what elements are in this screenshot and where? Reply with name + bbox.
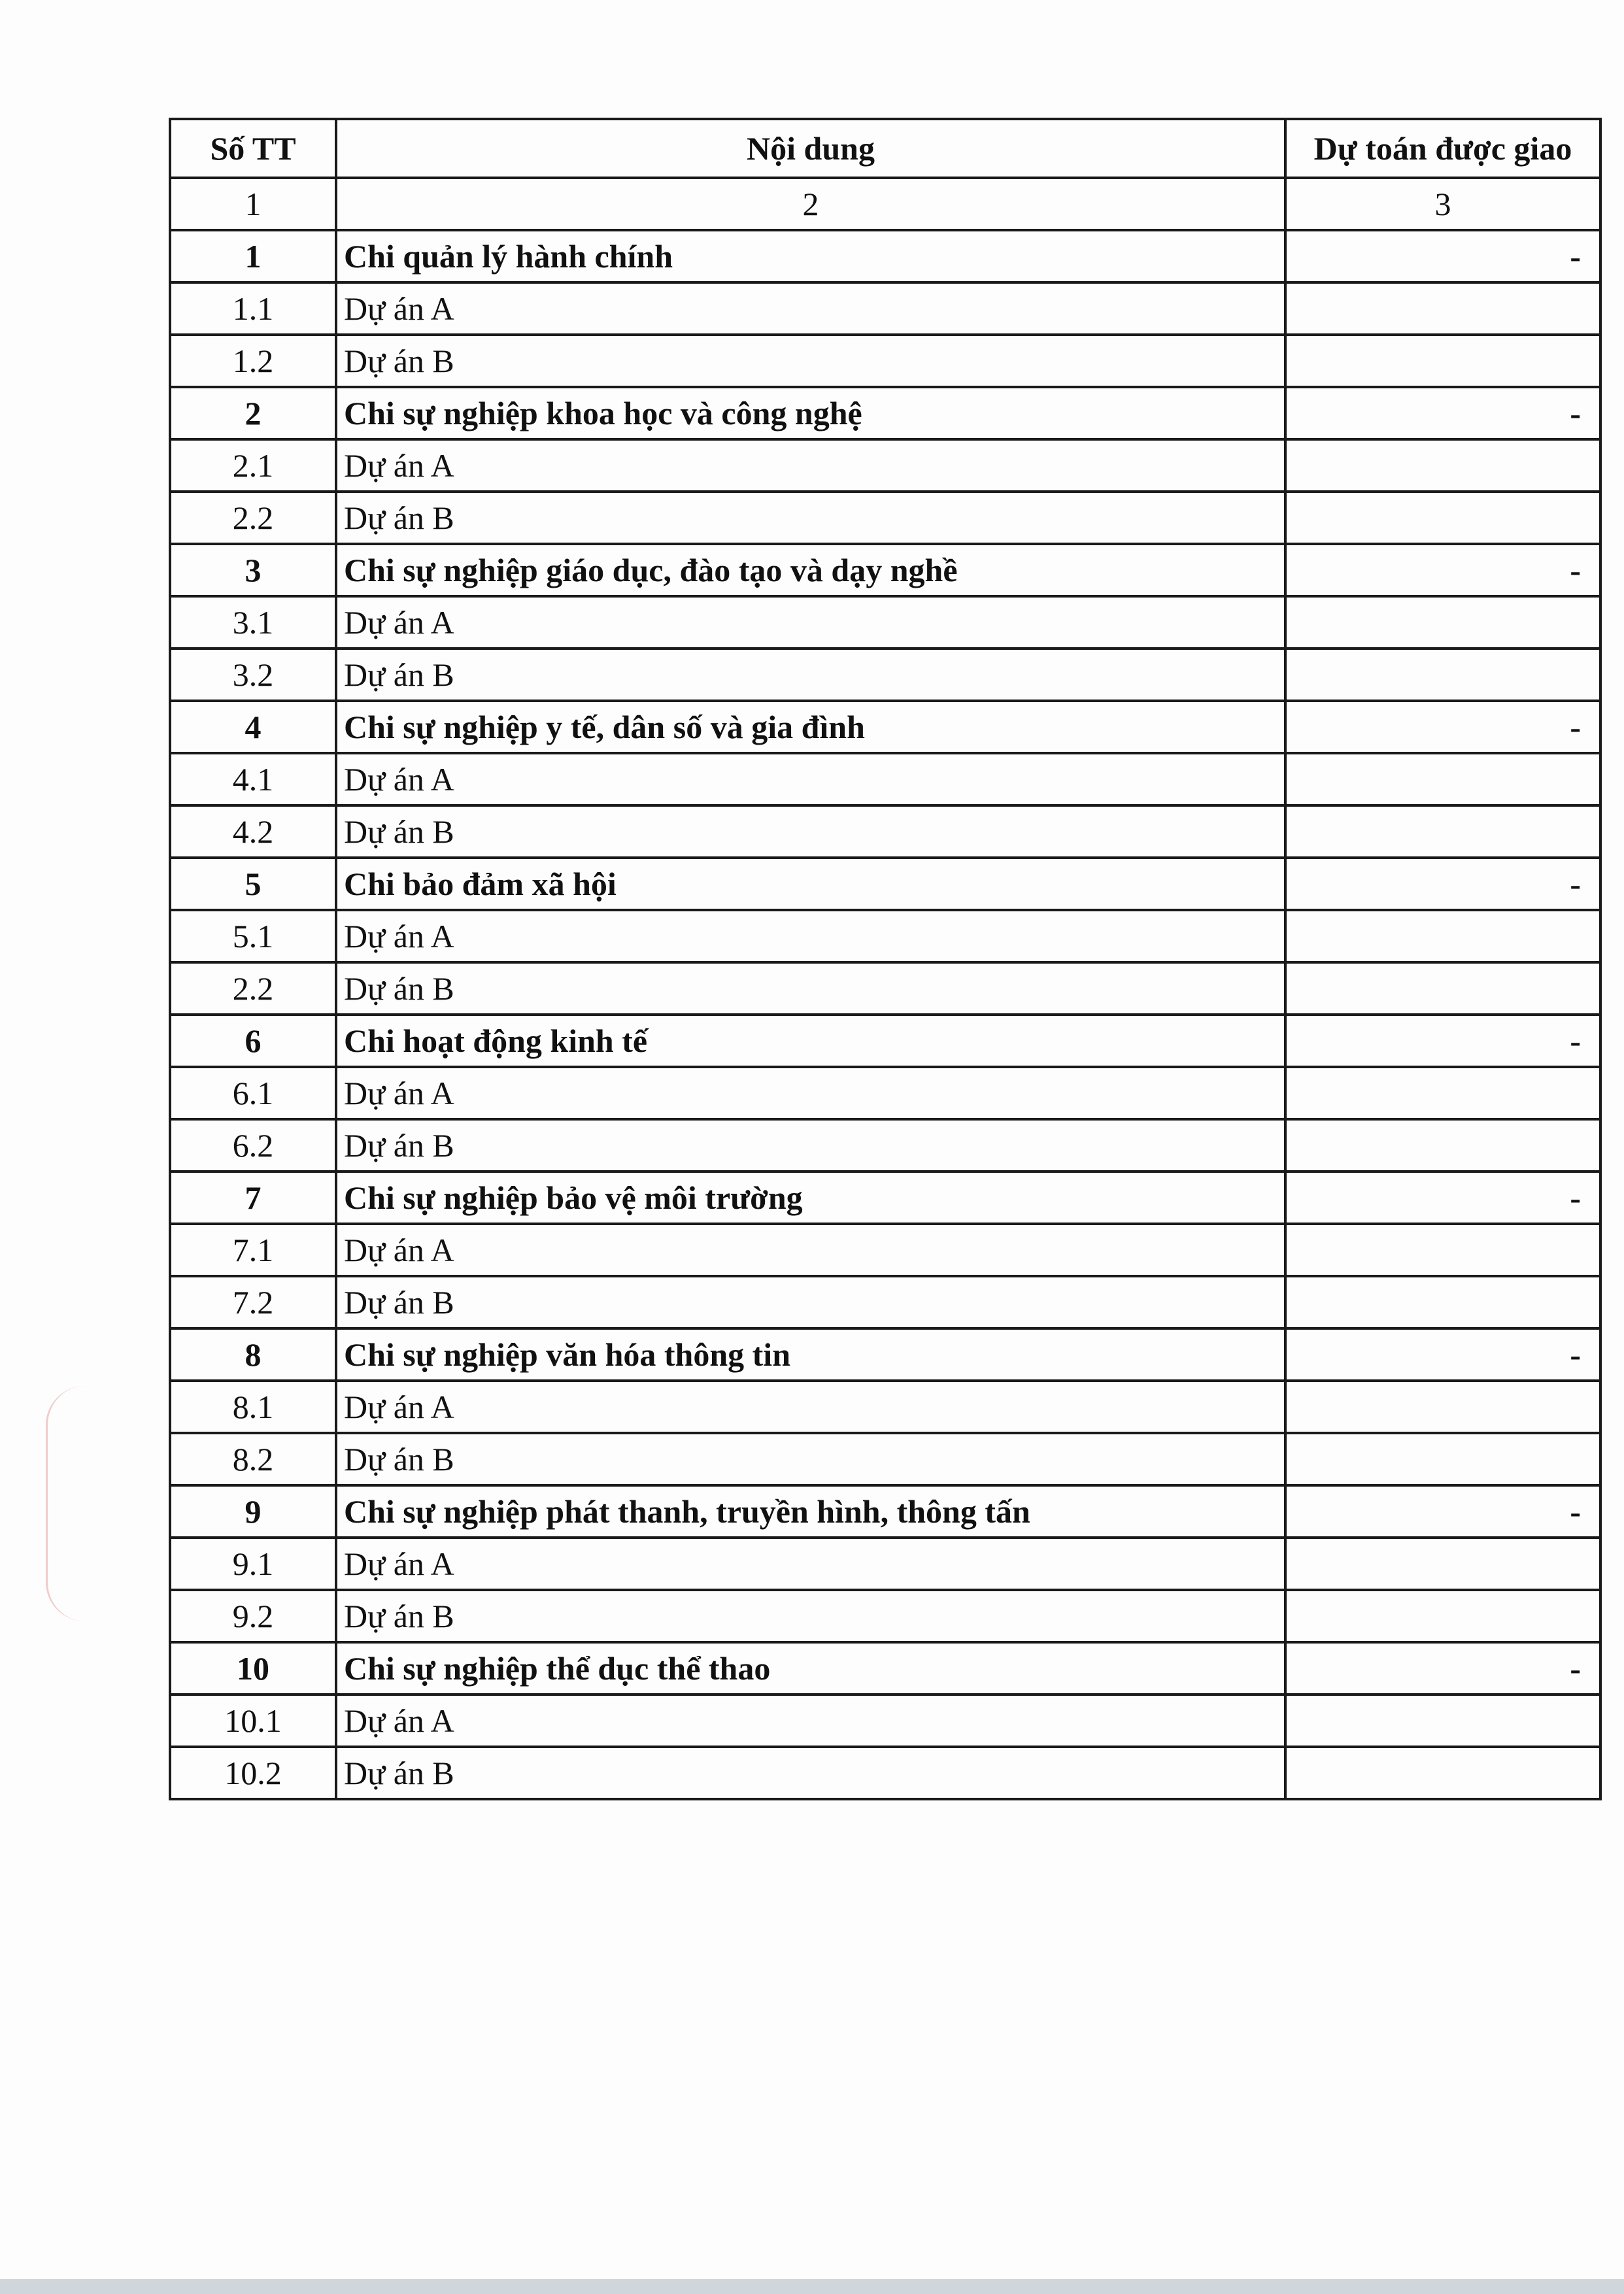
table-row-group bbox=[170, 387, 1600, 439]
row-content: Dự án B bbox=[336, 1590, 1285, 1642]
row-estimate: - bbox=[1285, 1485, 1600, 1538]
row-estimate: - bbox=[1285, 1642, 1600, 1695]
column-number-3: 3 bbox=[1285, 178, 1600, 230]
table-row bbox=[170, 1381, 1600, 1433]
row-content: Dự án B bbox=[336, 1276, 1285, 1328]
row-content: Dự án B bbox=[336, 1119, 1285, 1172]
row-estimate bbox=[1285, 910, 1600, 962]
row-content: Dự án A bbox=[336, 439, 1285, 492]
row-content: Dự án A bbox=[336, 1538, 1285, 1590]
row-content: Chi sự nghiệp giáo dục, đào tạo và dạy nghề bbox=[336, 544, 1285, 596]
table-row bbox=[170, 962, 1600, 1015]
row-stt: 7.1 bbox=[170, 1224, 336, 1276]
row-stt: 8.2 bbox=[170, 1433, 336, 1485]
table-row-group bbox=[170, 1642, 1600, 1695]
row-content: Dự án B bbox=[336, 805, 1285, 858]
table-row-group bbox=[170, 701, 1600, 753]
row-estimate bbox=[1285, 649, 1600, 701]
table-header bbox=[170, 119, 1600, 230]
row-content: Dự án A bbox=[336, 753, 1285, 805]
scan-bottom-edge bbox=[0, 2279, 1624, 2294]
column-number-2: 2 bbox=[336, 178, 1285, 230]
row-content: Dự án B bbox=[336, 1747, 1285, 1799]
table-row bbox=[170, 1747, 1600, 1799]
row-stt: 4 bbox=[170, 701, 336, 753]
row-stt: 1 bbox=[170, 230, 336, 282]
column-number-1: 1 bbox=[170, 178, 336, 230]
row-stt: 5.1 bbox=[170, 910, 336, 962]
table-row bbox=[170, 335, 1600, 387]
row-estimate bbox=[1285, 805, 1600, 858]
table-row bbox=[170, 1433, 1600, 1485]
table-row-group bbox=[170, 544, 1600, 596]
row-stt: 6.2 bbox=[170, 1119, 336, 1172]
header-row bbox=[170, 119, 1600, 178]
table-row-group bbox=[170, 858, 1600, 910]
row-estimate: - bbox=[1285, 1172, 1600, 1224]
row-estimate bbox=[1285, 1276, 1600, 1328]
row-content: Chi sự nghiệp thể dục thể thao bbox=[336, 1642, 1285, 1695]
row-stt: 6.1 bbox=[170, 1067, 336, 1119]
table-row bbox=[170, 805, 1600, 858]
row-estimate bbox=[1285, 753, 1600, 805]
row-estimate bbox=[1285, 1538, 1600, 1590]
row-estimate bbox=[1285, 1119, 1600, 1172]
row-content: Dự án A bbox=[336, 1224, 1285, 1276]
row-estimate bbox=[1285, 596, 1600, 649]
row-stt: 2.2 bbox=[170, 492, 336, 544]
faded-stamp-mark bbox=[46, 1386, 126, 1621]
table-row bbox=[170, 1119, 1600, 1172]
row-content: Dự án B bbox=[336, 492, 1285, 544]
row-stt: 10.1 bbox=[170, 1695, 336, 1747]
row-estimate bbox=[1285, 1381, 1600, 1433]
table-row bbox=[170, 1538, 1600, 1590]
table-row bbox=[170, 1695, 1600, 1747]
table-row-group bbox=[170, 230, 1600, 282]
row-content: Dự án A bbox=[336, 282, 1285, 335]
row-estimate bbox=[1285, 1695, 1600, 1747]
table-row bbox=[170, 1224, 1600, 1276]
row-stt: 6 bbox=[170, 1015, 336, 1067]
row-estimate bbox=[1285, 1433, 1600, 1485]
table-row bbox=[170, 282, 1600, 335]
row-stt: 9 bbox=[170, 1485, 336, 1538]
table-row-group bbox=[170, 1015, 1600, 1067]
row-stt: 8 bbox=[170, 1328, 336, 1381]
column-number-row bbox=[170, 178, 1600, 230]
row-estimate: - bbox=[1285, 1015, 1600, 1067]
row-stt: 2 bbox=[170, 387, 336, 439]
table-row-group bbox=[170, 1485, 1600, 1538]
row-content: Chi sự nghiệp văn hóa thông tin bbox=[336, 1328, 1285, 1381]
row-stt: 4.2 bbox=[170, 805, 336, 858]
row-estimate: - bbox=[1285, 1328, 1600, 1381]
row-stt: 10 bbox=[170, 1642, 336, 1695]
table-row bbox=[170, 649, 1600, 701]
row-content: Chi sự nghiệp y tế, dân số và gia đình bbox=[336, 701, 1285, 753]
row-stt: 10.2 bbox=[170, 1747, 336, 1799]
header-content: Nội dung bbox=[336, 119, 1285, 178]
row-content: Chi quản lý hành chính bbox=[336, 230, 1285, 282]
row-content: Dự án B bbox=[336, 1433, 1285, 1485]
row-content: Dự án A bbox=[336, 1381, 1285, 1433]
table-row bbox=[170, 439, 1600, 492]
row-stt: 1.1 bbox=[170, 282, 336, 335]
table-row-group bbox=[170, 1172, 1600, 1224]
row-estimate: - bbox=[1285, 701, 1600, 753]
table-row bbox=[170, 1590, 1600, 1642]
row-content: Chi sự nghiệp phát thanh, truyền hình, thông tấn bbox=[336, 1485, 1285, 1538]
header-estimate: Dự toán được giao bbox=[1285, 119, 1600, 178]
row-stt: 4.1 bbox=[170, 753, 336, 805]
table-row bbox=[170, 1067, 1600, 1119]
table-row bbox=[170, 753, 1600, 805]
row-content: Dự án B bbox=[336, 335, 1285, 387]
row-estimate: - bbox=[1285, 858, 1600, 910]
table-row bbox=[170, 1276, 1600, 1328]
row-estimate bbox=[1285, 962, 1600, 1015]
row-content: Dự án A bbox=[336, 1695, 1285, 1747]
row-estimate bbox=[1285, 1224, 1600, 1276]
row-estimate bbox=[1285, 282, 1600, 335]
table-body bbox=[170, 230, 1600, 1799]
budget-table bbox=[169, 118, 1602, 1800]
row-estimate bbox=[1285, 492, 1600, 544]
row-stt: 8.1 bbox=[170, 1381, 336, 1433]
row-stt: 2.1 bbox=[170, 439, 336, 492]
row-estimate: - bbox=[1285, 544, 1600, 596]
row-estimate bbox=[1285, 335, 1600, 387]
row-content: Dự án B bbox=[336, 649, 1285, 701]
table-row bbox=[170, 492, 1600, 544]
row-stt: 2.2 bbox=[170, 962, 336, 1015]
row-content: Dự án A bbox=[336, 596, 1285, 649]
row-stt: 3.2 bbox=[170, 649, 336, 701]
row-stt: 5 bbox=[170, 858, 336, 910]
table-row-group bbox=[170, 1328, 1600, 1381]
table-row bbox=[170, 910, 1600, 962]
row-estimate bbox=[1285, 439, 1600, 492]
row-stt: 9.2 bbox=[170, 1590, 336, 1642]
row-content: Chi hoạt động kinh tế bbox=[336, 1015, 1285, 1067]
row-stt: 7 bbox=[170, 1172, 336, 1224]
row-content: Dự án B bbox=[336, 962, 1285, 1015]
row-estimate: - bbox=[1285, 387, 1600, 439]
row-estimate bbox=[1285, 1067, 1600, 1119]
row-stt: 3.1 bbox=[170, 596, 336, 649]
row-estimate: - bbox=[1285, 230, 1600, 282]
row-content: Chi sự nghiệp bảo vệ môi trường bbox=[336, 1172, 1285, 1224]
row-estimate bbox=[1285, 1747, 1600, 1799]
row-stt: 1.2 bbox=[170, 335, 336, 387]
header-stt: Số TT bbox=[170, 119, 336, 178]
row-content: Dự án A bbox=[336, 910, 1285, 962]
row-content: Dự án A bbox=[336, 1067, 1285, 1119]
row-estimate bbox=[1285, 1590, 1600, 1642]
table-row bbox=[170, 596, 1600, 649]
row-stt: 9.1 bbox=[170, 1538, 336, 1590]
row-content: Chi bảo đảm xã hội bbox=[336, 858, 1285, 910]
row-stt: 7.2 bbox=[170, 1276, 336, 1328]
row-stt: 3 bbox=[170, 544, 336, 596]
row-content: Chi sự nghiệp khoa học và công nghệ bbox=[336, 387, 1285, 439]
